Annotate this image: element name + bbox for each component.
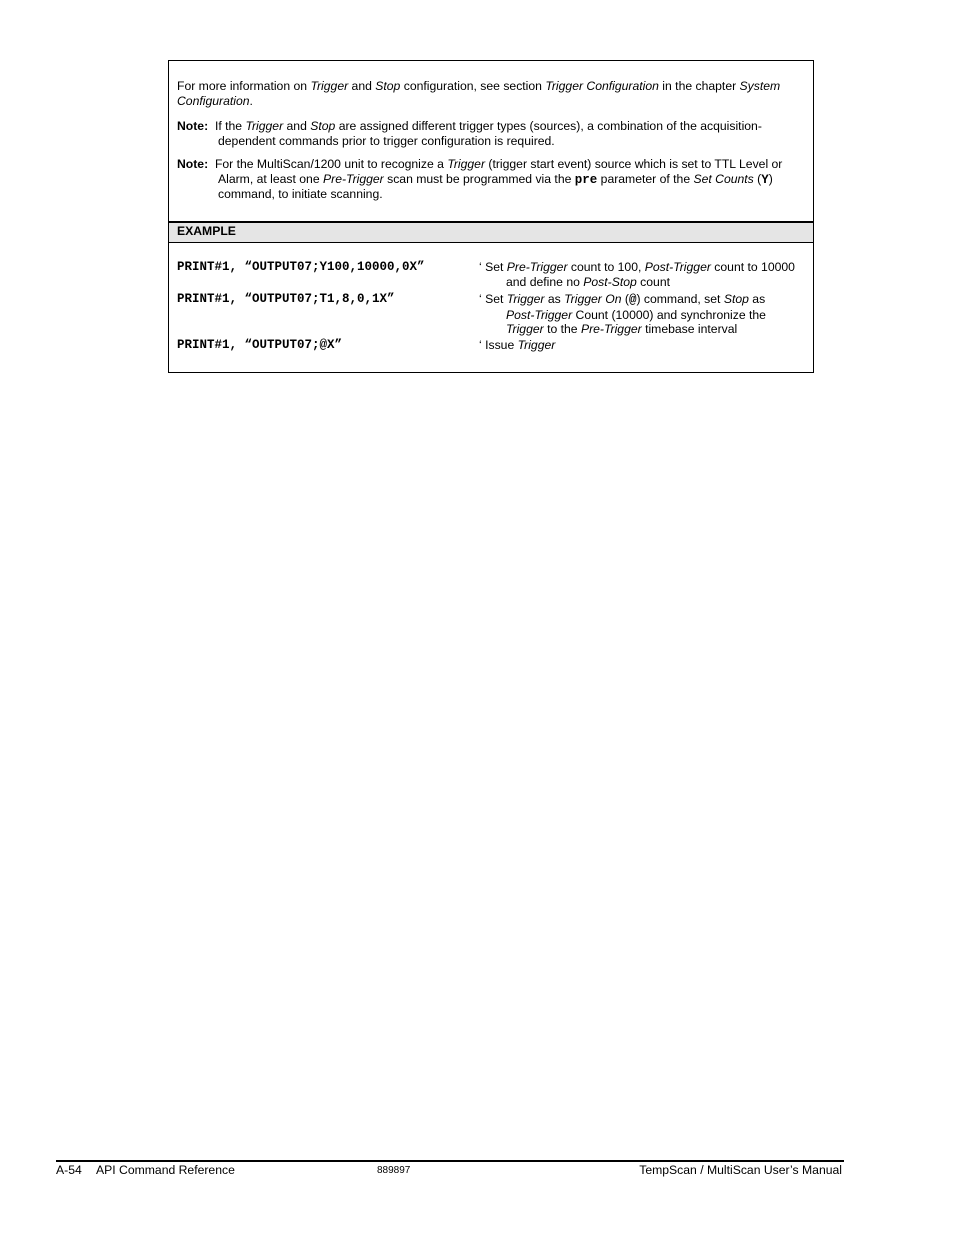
note-text: command, to initiate scanning. bbox=[218, 187, 383, 201]
comment-line bbox=[479, 308, 809, 323]
note-set-counts: Set Counts bbox=[693, 171, 754, 186]
note-label: Note: bbox=[177, 157, 209, 171]
comment-italic: Post-Trigger bbox=[644, 260, 711, 274]
note-pretrigger: Pre-Trigger bbox=[323, 171, 384, 186]
note-text: and bbox=[283, 119, 311, 133]
note-pre-param: pre bbox=[574, 172, 598, 187]
intro-text: For more information on bbox=[177, 79, 311, 93]
note-stop: Stop bbox=[310, 119, 336, 133]
comment-at: @ bbox=[628, 293, 637, 307]
information-box bbox=[168, 60, 814, 373]
note-text: ) bbox=[768, 171, 773, 186]
note-line bbox=[177, 172, 805, 188]
comment-text: Count (10000) and synchronize the bbox=[572, 307, 766, 322]
comment-italic: Stop bbox=[723, 292, 749, 306]
comment-text: as bbox=[544, 292, 565, 306]
note-text: For the MultiScan/1200 unit to recognize a bbox=[214, 157, 448, 171]
example-label: EXAMPLE bbox=[177, 224, 236, 238]
comment-italic: Post-Trigger bbox=[506, 307, 573, 322]
comment-text: ( bbox=[621, 292, 629, 306]
note-text: (trigger start event) source which is set to TTL Level or bbox=[485, 157, 783, 171]
note-text: ( bbox=[753, 171, 762, 186]
intro-system: System bbox=[739, 79, 781, 93]
note-trigger: Trigger bbox=[245, 119, 284, 133]
note-text: If the bbox=[214, 119, 246, 133]
example-comment bbox=[479, 292, 809, 337]
note-text: are assigned different trigger types (sources), a combination of the acquisition- bbox=[335, 119, 762, 133]
comment-text: ‘ Set bbox=[479, 260, 507, 274]
footer-divider bbox=[56, 1160, 844, 1162]
comment-text: timebase interval bbox=[641, 322, 738, 336]
comment-text: ) command, set bbox=[636, 292, 724, 306]
comment-text: ‘ Set bbox=[479, 292, 507, 306]
intro-text: in the chapter bbox=[658, 79, 740, 93]
note-text: dependent commands prior to trigger configuration is required. bbox=[218, 133, 555, 148]
intro-stop: Stop bbox=[375, 79, 401, 93]
comment-text: ‘ Issue bbox=[479, 338, 518, 352]
example-header bbox=[169, 221, 813, 243]
comment-text: to the bbox=[543, 322, 581, 336]
note-2 bbox=[177, 157, 805, 202]
example-code: PRINT#1, “OUTPUT07;@X” bbox=[177, 338, 343, 352]
note-1 bbox=[177, 119, 805, 148]
comment-text: as bbox=[748, 292, 766, 306]
intro-text: and bbox=[348, 79, 376, 93]
comment-text: count to 100, bbox=[567, 260, 645, 274]
intro-configuration: Configuration bbox=[177, 93, 250, 108]
comment-italic: Pre-Trigger bbox=[506, 260, 568, 274]
example-comment bbox=[479, 338, 809, 353]
comment-text: count bbox=[636, 274, 670, 289]
comment-italic: Post-Stop bbox=[583, 274, 637, 289]
comment-line bbox=[479, 322, 809, 337]
example-comment bbox=[479, 260, 809, 289]
example-code: PRINT#1, “OUTPUT07;T1,8,0,1X” bbox=[177, 292, 395, 306]
note-label: Note: bbox=[177, 119, 209, 133]
note-text: Alarm, at least one bbox=[218, 171, 323, 186]
comment-text: and define no bbox=[506, 274, 584, 289]
footer-manual-title: TempScan / MultiScan User’s Manual bbox=[639, 1163, 842, 1177]
note-text: parameter of the bbox=[597, 171, 694, 186]
footer-doc-number: 889897 bbox=[377, 1165, 411, 1176]
note-text: scan must be programmed via the bbox=[383, 171, 575, 186]
comment-italic: Trigger bbox=[506, 292, 545, 306]
comment-italic: Trigger On bbox=[564, 292, 622, 306]
comment-italic: Pre-Trigger bbox=[580, 322, 642, 336]
footer-section-title: API Command Reference bbox=[96, 1163, 235, 1177]
footer-page-number: A-54 bbox=[56, 1163, 82, 1177]
intro-paragraph bbox=[177, 79, 805, 108]
intro-trigger: Trigger bbox=[310, 79, 349, 93]
note-trigger: Trigger bbox=[447, 157, 486, 171]
note-y-cmd: Y bbox=[761, 172, 769, 187]
comment-text: count to 10000 bbox=[710, 260, 795, 274]
comment-italic: Trigger bbox=[517, 338, 556, 352]
example-code: PRINT#1, “OUTPUT07;Y100,10000,0X” bbox=[177, 260, 425, 274]
intro-text: configuration, see section bbox=[400, 79, 546, 93]
comment-italic: Trigger bbox=[506, 322, 544, 336]
intro-text: . bbox=[249, 93, 253, 108]
intro-trigger-config: Trigger Configuration bbox=[545, 79, 659, 93]
comment-line bbox=[479, 275, 809, 290]
